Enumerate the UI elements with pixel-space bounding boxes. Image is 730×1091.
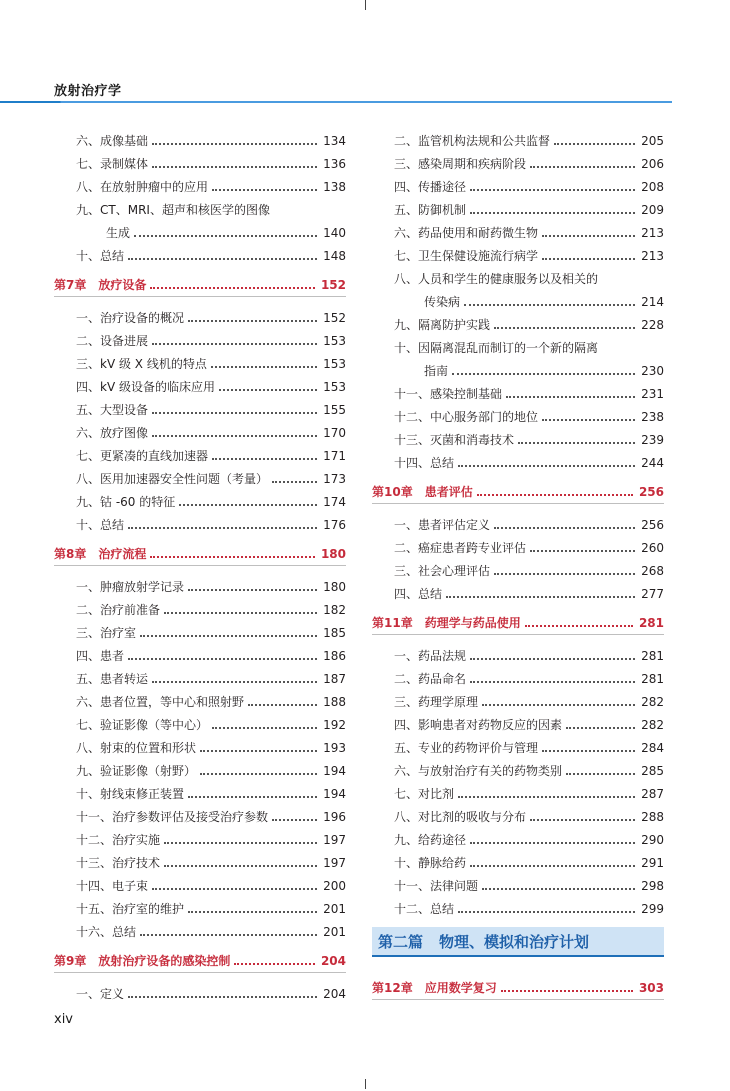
dot-leader bbox=[188, 589, 317, 591]
toc-section-entry bbox=[54, 326, 346, 349]
toc-entry-page: 182 bbox=[323, 603, 346, 617]
toc-entry-page: 287 bbox=[641, 787, 664, 801]
toc-section-entry bbox=[54, 218, 346, 241]
toc-section-entry bbox=[54, 303, 346, 326]
toc-entry-label: 四、影响患者对药物反应的因素 bbox=[394, 718, 563, 732]
toc-entry-page: 244 bbox=[641, 456, 664, 470]
toc-section-entry bbox=[372, 287, 664, 310]
toc-entry-label: 十二、中心服务部门的地位 bbox=[394, 410, 539, 424]
toc-entry-label: 第11章 药理学与药品使用 bbox=[372, 616, 521, 630]
toc-section-entry bbox=[372, 333, 664, 356]
toc-entry-page: 136 bbox=[323, 157, 346, 171]
dot-leader bbox=[464, 304, 635, 306]
dot-leader bbox=[542, 235, 635, 237]
dot-leader bbox=[134, 235, 317, 237]
dot-leader bbox=[188, 320, 317, 322]
toc-section-entry bbox=[372, 241, 664, 264]
dot-leader bbox=[212, 458, 317, 460]
dot-leader bbox=[179, 504, 317, 506]
toc-entry-label: 九、CT、MRI、超声和核医学的图像 bbox=[76, 203, 270, 217]
dot-leader bbox=[470, 681, 635, 683]
dot-leader bbox=[140, 635, 317, 637]
dot-leader bbox=[200, 773, 317, 775]
toc-section-entry bbox=[372, 448, 664, 471]
toc-chapter-entry bbox=[54, 539, 346, 566]
dot-leader bbox=[458, 796, 635, 798]
toc-entry-page: 205 bbox=[641, 134, 664, 148]
toc-section-entry bbox=[54, 395, 346, 418]
toc-entry-page: 201 bbox=[323, 902, 346, 916]
toc-section-entry bbox=[54, 687, 346, 710]
toc-entry-page: 180 bbox=[320, 547, 346, 561]
toc-entry-page: 153 bbox=[323, 334, 346, 348]
toc-entry-page: 290 bbox=[641, 833, 664, 847]
toc-entry-page: 256 bbox=[638, 485, 664, 499]
toc-entry-label: 十、因隔离混乱而制订的一个新的隔离 bbox=[394, 341, 599, 355]
toc-entry-page: 193 bbox=[323, 741, 346, 755]
toc-section-entry bbox=[372, 356, 664, 379]
toc-section-entry bbox=[372, 894, 664, 917]
toc-section-entry bbox=[372, 802, 664, 825]
toc-entry-label: 二、监管机构法规和公共监督 bbox=[394, 134, 551, 148]
toc-entry-label: 五、大型设备 bbox=[76, 403, 149, 417]
toc-entry-page: 134 bbox=[323, 134, 346, 148]
toc-section-entry bbox=[372, 641, 664, 664]
toc-entry-page: 291 bbox=[641, 856, 664, 870]
toc-section-entry bbox=[54, 126, 346, 149]
toc-entry-label: 十、静脉给药 bbox=[394, 856, 467, 870]
toc-entry-label: 十四、电子束 bbox=[76, 879, 149, 893]
toc-entry-label: 十一、法律问题 bbox=[394, 879, 479, 893]
toc-entry-label: 四、总结 bbox=[394, 587, 443, 601]
toc-entry-label: 十一、感染控制基础 bbox=[394, 387, 503, 401]
toc-entry-page: 284 bbox=[641, 741, 664, 755]
toc-entry-label: 三、药理学原理 bbox=[394, 695, 479, 709]
toc-section-entry bbox=[372, 687, 664, 710]
dot-leader bbox=[152, 166, 317, 168]
toc-entry-label: 八、射束的位置和形状 bbox=[76, 741, 197, 755]
toc-entry-label: 一、肿瘤放射学记录 bbox=[76, 580, 185, 594]
dot-leader bbox=[525, 625, 633, 627]
dot-leader bbox=[506, 396, 635, 398]
toc-entry-label: 十六、总结 bbox=[76, 925, 137, 939]
dot-leader bbox=[470, 842, 635, 844]
toc-entry-page: 153 bbox=[323, 380, 346, 394]
dot-leader bbox=[542, 258, 635, 260]
dot-leader bbox=[164, 842, 317, 844]
dot-leader bbox=[501, 990, 633, 992]
toc-entry-page: 214 bbox=[641, 295, 664, 309]
toc-entry-page: 299 bbox=[641, 902, 664, 916]
toc-entry-page: 285 bbox=[641, 764, 664, 778]
toc-entry-page: 204 bbox=[323, 987, 346, 1001]
dot-leader bbox=[152, 143, 317, 145]
toc-entry-label: 十四、总结 bbox=[394, 456, 455, 470]
toc-section-entry bbox=[372, 825, 664, 848]
toc-entry-label: 八、人员和学生的健康服务以及相关的 bbox=[394, 272, 599, 286]
toc-entry-page: 238 bbox=[641, 410, 664, 424]
toc-chapter-entry bbox=[54, 946, 346, 973]
toc-chapter-entry bbox=[372, 973, 664, 1000]
toc-chapter-entry bbox=[54, 270, 346, 297]
dot-leader bbox=[482, 888, 635, 890]
toc-section-entry bbox=[54, 372, 346, 395]
dot-leader bbox=[494, 573, 635, 575]
toc-entry-label: 二、设备进展 bbox=[76, 334, 149, 348]
toc-entry-label: 五、防御机制 bbox=[394, 203, 467, 217]
toc-section-entry bbox=[372, 510, 664, 533]
dot-leader bbox=[152, 435, 317, 437]
toc-entry-label: 十、总结 bbox=[76, 518, 125, 532]
toc-entry-page: 201 bbox=[323, 925, 346, 939]
toc-entry-page: 231 bbox=[641, 387, 664, 401]
toc-section-entry bbox=[54, 641, 346, 664]
toc-entry-label: 六、放疗图像 bbox=[76, 426, 149, 440]
toc-entry-label: 九、验证影像（射野） bbox=[76, 764, 197, 778]
toc-entry-label: 九、隔离防护实践 bbox=[394, 318, 491, 332]
toc-section-entry bbox=[54, 510, 346, 533]
toc-entry-page: 281 bbox=[641, 649, 664, 663]
toc-entry-label: 指南 bbox=[424, 364, 449, 378]
header-rule bbox=[0, 101, 672, 103]
toc-entry-label: 二、癌症患者跨专业评估 bbox=[394, 541, 527, 555]
dot-leader bbox=[530, 550, 635, 552]
toc-section-entry bbox=[54, 349, 346, 372]
toc-section-entry bbox=[372, 402, 664, 425]
toc-section-entry bbox=[54, 618, 346, 641]
toc-entry-label: 十三、灭菌和消毒技术 bbox=[394, 433, 515, 447]
toc-entry-label: 六、成像基础 bbox=[76, 134, 149, 148]
toc-entry-page: 194 bbox=[323, 787, 346, 801]
toc-entry-label: 十、射线束修正装置 bbox=[76, 787, 185, 801]
running-header-title: 放射治疗学 bbox=[54, 84, 122, 99]
dot-leader bbox=[152, 412, 317, 414]
toc-entry-label: 三、感染周期和疾病阶段 bbox=[394, 157, 527, 171]
toc-section-entry bbox=[54, 848, 346, 871]
dot-leader bbox=[494, 327, 635, 329]
toc-entry-page: 282 bbox=[641, 695, 664, 709]
toc-entry-label: 八、对比剂的吸收与分布 bbox=[394, 810, 527, 824]
toc-entry-page: 197 bbox=[323, 856, 346, 870]
toc-entry-label: 五、专业的药物评价与管理 bbox=[394, 741, 539, 755]
toc-section-entry bbox=[372, 264, 664, 287]
toc-chapter-entry bbox=[372, 477, 664, 504]
dot-leader bbox=[152, 343, 317, 345]
dot-leader bbox=[494, 527, 635, 529]
toc-section-entry bbox=[54, 664, 346, 687]
toc-entry-label: 一、定义 bbox=[76, 987, 125, 1001]
toc-entry-page: 268 bbox=[641, 564, 664, 578]
dot-leader bbox=[272, 481, 317, 483]
dot-leader bbox=[164, 865, 317, 867]
toc-entry-label: 五、患者转运 bbox=[76, 672, 149, 686]
toc-entry-label: 十、总结 bbox=[76, 249, 125, 263]
dot-leader bbox=[470, 189, 635, 191]
toc-section-entry bbox=[54, 779, 346, 802]
dot-leader bbox=[530, 166, 635, 168]
toc-entry-page: 196 bbox=[323, 810, 346, 824]
dot-leader bbox=[477, 494, 633, 496]
toc-entry-label: 八、在放射肿瘤中的应用 bbox=[76, 180, 209, 194]
toc-entry-page: 171 bbox=[323, 449, 346, 463]
dot-leader bbox=[212, 727, 317, 729]
toc-section-entry bbox=[372, 848, 664, 871]
toc-section-entry bbox=[54, 487, 346, 510]
dot-leader bbox=[128, 996, 317, 998]
part-heading bbox=[372, 927, 664, 957]
toc-entry-label: 九、钴 -60 的特征 bbox=[76, 495, 176, 509]
toc-entry-page: 180 bbox=[323, 580, 346, 594]
dot-leader bbox=[152, 681, 317, 683]
toc-section-entry bbox=[54, 172, 346, 195]
dot-leader bbox=[164, 612, 317, 614]
toc-entry-page: 174 bbox=[323, 495, 346, 509]
dot-leader bbox=[470, 658, 635, 660]
toc-section-entry bbox=[54, 917, 346, 940]
toc-entry-page: 228 bbox=[641, 318, 664, 332]
toc-entry-page: 200 bbox=[323, 879, 346, 893]
dot-leader bbox=[554, 143, 635, 145]
toc-section-entry bbox=[372, 710, 664, 733]
crop-mark-top bbox=[365, 0, 366, 10]
toc-entry-label: 二、药品命名 bbox=[394, 672, 467, 686]
dot-leader bbox=[542, 750, 635, 752]
toc-section-entry bbox=[54, 464, 346, 487]
dot-leader bbox=[446, 596, 635, 598]
toc-entry-label: 三、治疗室 bbox=[76, 626, 137, 640]
toc-entry-page: 186 bbox=[323, 649, 346, 663]
toc-entry-page: 138 bbox=[323, 180, 346, 194]
crop-mark-bottom bbox=[365, 1079, 366, 1089]
dot-leader bbox=[566, 773, 635, 775]
toc-entry-page: 239 bbox=[641, 433, 664, 447]
part-title: 物理、模拟和治疗计划 bbox=[439, 932, 590, 951]
toc-entry-label: 第12章 应用数学复习 bbox=[372, 981, 497, 995]
dot-leader bbox=[152, 888, 317, 890]
toc-entry-page: 282 bbox=[641, 718, 664, 732]
toc-section-entry bbox=[54, 710, 346, 733]
dot-leader bbox=[128, 527, 317, 529]
toc-entry-page: 209 bbox=[641, 203, 664, 217]
toc-section-entry bbox=[54, 149, 346, 172]
toc-entry-label: 四、患者 bbox=[76, 649, 125, 663]
toc-entry-label: 七、卫生保健设施流行病学 bbox=[394, 249, 539, 263]
toc-entry-label: 一、药品法规 bbox=[394, 649, 467, 663]
toc-entry-page: 260 bbox=[641, 541, 664, 555]
dot-leader bbox=[150, 556, 315, 558]
dot-leader bbox=[470, 212, 635, 214]
toc-section-entry bbox=[372, 172, 664, 195]
toc-entry-label: 二、治疗前准备 bbox=[76, 603, 161, 617]
toc-entry-page: 185 bbox=[323, 626, 346, 640]
toc-entry-label: 七、录制媒体 bbox=[76, 157, 149, 171]
dot-leader bbox=[234, 963, 315, 965]
toc-entry-label: 四、传播途径 bbox=[394, 180, 467, 194]
toc-entry-page: 148 bbox=[323, 249, 346, 263]
toc-section-entry bbox=[54, 733, 346, 756]
dot-leader bbox=[530, 819, 635, 821]
dot-leader bbox=[566, 727, 635, 729]
toc-entry-page: 213 bbox=[641, 249, 664, 263]
dot-leader bbox=[248, 704, 317, 706]
dot-leader bbox=[150, 287, 315, 289]
toc-entry-label: 十三、治疗技术 bbox=[76, 856, 161, 870]
toc-entry-page: 298 bbox=[641, 879, 664, 893]
toc-section-entry bbox=[372, 425, 664, 448]
toc-entry-page: 140 bbox=[323, 226, 346, 240]
toc-entry-label: 十一、治疗参数评估及接受治疗参数 bbox=[76, 810, 269, 824]
toc-section-entry bbox=[372, 126, 664, 149]
dot-leader bbox=[140, 934, 317, 936]
toc-entry-label: 一、治疗设备的概况 bbox=[76, 311, 185, 325]
dot-leader bbox=[452, 373, 635, 375]
toc-section-entry bbox=[372, 733, 664, 756]
dot-leader bbox=[188, 796, 317, 798]
dot-leader bbox=[272, 819, 317, 821]
toc-entry-page: 152 bbox=[320, 278, 346, 292]
dot-leader bbox=[200, 750, 317, 752]
toc-entry-page: 288 bbox=[641, 810, 664, 824]
toc-chapter-entry bbox=[372, 608, 664, 635]
toc-entry-label: 一、患者评估定义 bbox=[394, 518, 491, 532]
toc-entry-label: 第8章 治疗流程 bbox=[54, 547, 147, 561]
toc-entry-label: 六、患者位置，等中心和照射野 bbox=[76, 695, 245, 709]
toc-entry-label: 七、更紧凑的直线加速器 bbox=[76, 449, 209, 463]
toc-entry-label: 九、给药途径 bbox=[394, 833, 467, 847]
toc-section-entry bbox=[54, 756, 346, 779]
dot-leader bbox=[128, 658, 317, 660]
toc-section-entry bbox=[372, 871, 664, 894]
toc-entry-page: 204 bbox=[320, 954, 346, 968]
toc-entry-label: 三、kV 级 X 线机的特点 bbox=[76, 357, 207, 371]
toc-entry-page: 303 bbox=[638, 981, 664, 995]
toc-section-entry bbox=[372, 779, 664, 802]
toc-entry-page: 153 bbox=[323, 357, 346, 371]
dot-leader bbox=[458, 911, 635, 913]
toc-entry-page: 173 bbox=[323, 472, 346, 486]
toc-entry-page: 194 bbox=[323, 764, 346, 778]
toc-entry-label: 三、社会心理评估 bbox=[394, 564, 491, 578]
toc-entry-page: 281 bbox=[638, 616, 664, 630]
toc-entry-page: 256 bbox=[641, 518, 664, 532]
toc-entry-page: 155 bbox=[323, 403, 346, 417]
toc-entry-page: 192 bbox=[323, 718, 346, 732]
toc-entry-page: 277 bbox=[641, 587, 664, 601]
toc-entry-label: 生成 bbox=[106, 226, 131, 240]
toc-entry-label: 六、药品使用和耐药微生物 bbox=[394, 226, 539, 240]
dot-leader bbox=[128, 258, 317, 260]
dot-leader bbox=[482, 704, 635, 706]
dot-leader bbox=[212, 189, 317, 191]
dot-leader bbox=[458, 465, 635, 467]
toc-entry-label: 七、对比剂 bbox=[394, 787, 455, 801]
toc-entry-page: 213 bbox=[641, 226, 664, 240]
toc-entry-page: 230 bbox=[641, 364, 664, 378]
toc-section-entry bbox=[372, 579, 664, 602]
toc-right-column bbox=[372, 126, 664, 1006]
toc-left-column bbox=[54, 126, 346, 1002]
part-number: 第二篇 bbox=[378, 932, 424, 951]
toc-entry-page: 188 bbox=[323, 695, 346, 709]
dot-leader bbox=[470, 865, 635, 867]
toc-section-entry bbox=[372, 379, 664, 402]
toc-entry-label: 八、医用加速器安全性问题（考量） bbox=[76, 472, 269, 486]
toc-entry-label: 第7章 放疗设备 bbox=[54, 278, 147, 292]
toc-section-entry bbox=[54, 241, 346, 264]
toc-section-entry bbox=[54, 894, 346, 917]
toc-section-entry bbox=[54, 595, 346, 618]
dot-leader bbox=[219, 389, 317, 391]
toc-section-entry bbox=[372, 664, 664, 687]
toc-section-entry bbox=[372, 756, 664, 779]
page-number: xiv bbox=[54, 1012, 73, 1027]
toc-entry-page: 206 bbox=[641, 157, 664, 171]
toc-section-entry bbox=[54, 871, 346, 894]
toc-entry-label: 七、验证影像（等中心） bbox=[76, 718, 209, 732]
toc-entry-label: 四、kV 级设备的临床应用 bbox=[76, 380, 215, 394]
toc-entry-page: 170 bbox=[323, 426, 346, 440]
toc-section-entry bbox=[54, 195, 346, 218]
toc-entry-page: 187 bbox=[323, 672, 346, 686]
toc-entry-label: 十五、治疗室的维护 bbox=[76, 902, 185, 916]
toc-entry-page: 152 bbox=[323, 311, 346, 325]
toc-entry-label: 十二、总结 bbox=[394, 902, 455, 916]
toc-section-entry bbox=[372, 149, 664, 172]
toc-section-entry bbox=[372, 556, 664, 579]
toc-section-entry bbox=[54, 802, 346, 825]
toc-entry-page: 197 bbox=[323, 833, 346, 847]
dot-leader bbox=[518, 442, 635, 444]
toc-entry-label: 第10章 患者评估 bbox=[372, 485, 473, 499]
toc-entry-label: 第9章 放射治疗设备的感染控制 bbox=[54, 954, 231, 968]
dot-leader bbox=[188, 911, 317, 913]
toc-entry-page: 281 bbox=[641, 672, 664, 686]
toc-entry-label: 传染病 bbox=[424, 295, 461, 309]
toc-section-entry bbox=[372, 533, 664, 556]
toc-section-entry bbox=[54, 979, 346, 1002]
toc-section-entry bbox=[372, 218, 664, 241]
toc-section-entry bbox=[372, 310, 664, 333]
toc-section-entry bbox=[54, 441, 346, 464]
toc-entry-page: 208 bbox=[641, 180, 664, 194]
toc-section-entry bbox=[372, 195, 664, 218]
toc-section-entry bbox=[54, 572, 346, 595]
toc-entry-label: 十二、治疗实施 bbox=[76, 833, 161, 847]
dot-leader bbox=[211, 366, 317, 368]
toc-entry-page: 176 bbox=[323, 518, 346, 532]
toc-section-entry bbox=[54, 825, 346, 848]
dot-leader bbox=[542, 419, 635, 421]
toc-section-entry bbox=[54, 418, 346, 441]
toc-entry-label: 六、与放射治疗有关的药物类别 bbox=[394, 764, 563, 778]
